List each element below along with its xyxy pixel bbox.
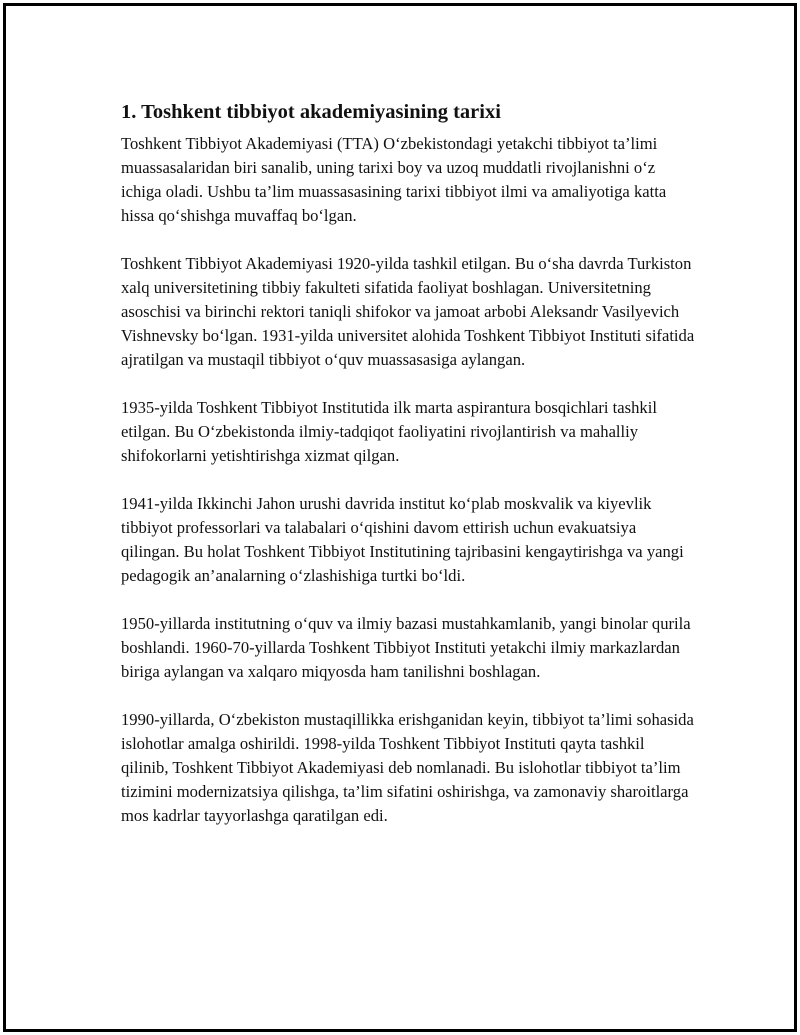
document-body	[121, 98, 696, 852]
paragraph-intro: Toshkent Tibbiyot Akademiyasi (TTA) O‘zbekistondagi yetakchi tibbiyot ta’limi muassasalaridan biri sanalib, uning tarixi boy va uzoq muddatli rivojlanishni o‘z ichiga oladi. Ushbu ta’lim muassasasining tarixi tibbiyot ilmi va amaliyotiga katta hissa qo‘shishga muvaffaq bo‘lgan.	[121, 134, 667, 225]
paragraph-1935: 1935-yilda Toshkent Tibbiyot Institutida ilk marta aspirantura bosqichlari tashkil etilgan. Bu O‘zbekistonda ilmiy-tadqiqot faoliyatini rivojlantirish va mahalliy shifokorlarni yetishtirishga xizmat qilgan.	[121, 398, 657, 465]
paragraph-1950s: 1950-yillarda institutning o‘quv va ilmiy bazasi mustahkamlanib, yangi binolar qurila boshlandi. 1960-70-yillarda Toshkent Tibbiyot Instituti yetakchi ilmiy markazlardan biriga aylangan va xalqaro miqyosda ham tanilishni boshlagan.	[121, 614, 691, 681]
section-heading: 1. Toshkent tibbiyot akademiyasining tarixi	[121, 101, 501, 123]
paragraph-1941: 1941-yilda Ikkinchi Jahon urushi davrida institut ko‘plab moskvalik va kiyevlik tibbiyot professorlari va talabalari o‘qishini davom ettirish uchun evakuatsiya qilingan. Bu holat Toshkent Tibbiyot Institutining tajribasini kengaytirishga va yangi pedagogik an’analarning o‘zlashishiga turtki bo‘ldi.	[121, 494, 684, 585]
page-frame	[3, 3, 797, 1032]
paragraph-founding: Toshkent Tibbiyot Akademiyasi 1920-yilda tashkil etilgan. Bu o‘sha davrda Turkiston xalq universitetining tibbiy fakulteti sifatida faoliyat boshlagan. Universitetning asoschisi va birinchi rektori taniqli shifokor va jamoat arbobi Aleksandr Vasilyevich Vishnevsky bo‘lgan. 1931-yilda universitet alohida Toshkent Tibbiyot Instituti sifatida ajratilgan va mustaqil tibbiyot o‘quv muassasasiga aylangan.	[121, 254, 695, 369]
paragraph-1990s: 1990-yillarda, O‘zbekiston mustaqillikka erishganidan keyin, tibbiyot ta’limi sohasida islohotlar amalga oshirildi. 1998-yilda Toshkent Tibbiyot Instituti qayta tashkil qilinib, Toshkent Tibbiyot Akademiyasi deb nomlanadi. Bu islohotlar tibbiyot ta’lim tizimini modernizatsiya qilishga, ta’lim sifatini oshirishga, va zamonaviy sharoitlarga mos kadrlar tayyorlashga qaratilgan edi.	[121, 710, 694, 825]
